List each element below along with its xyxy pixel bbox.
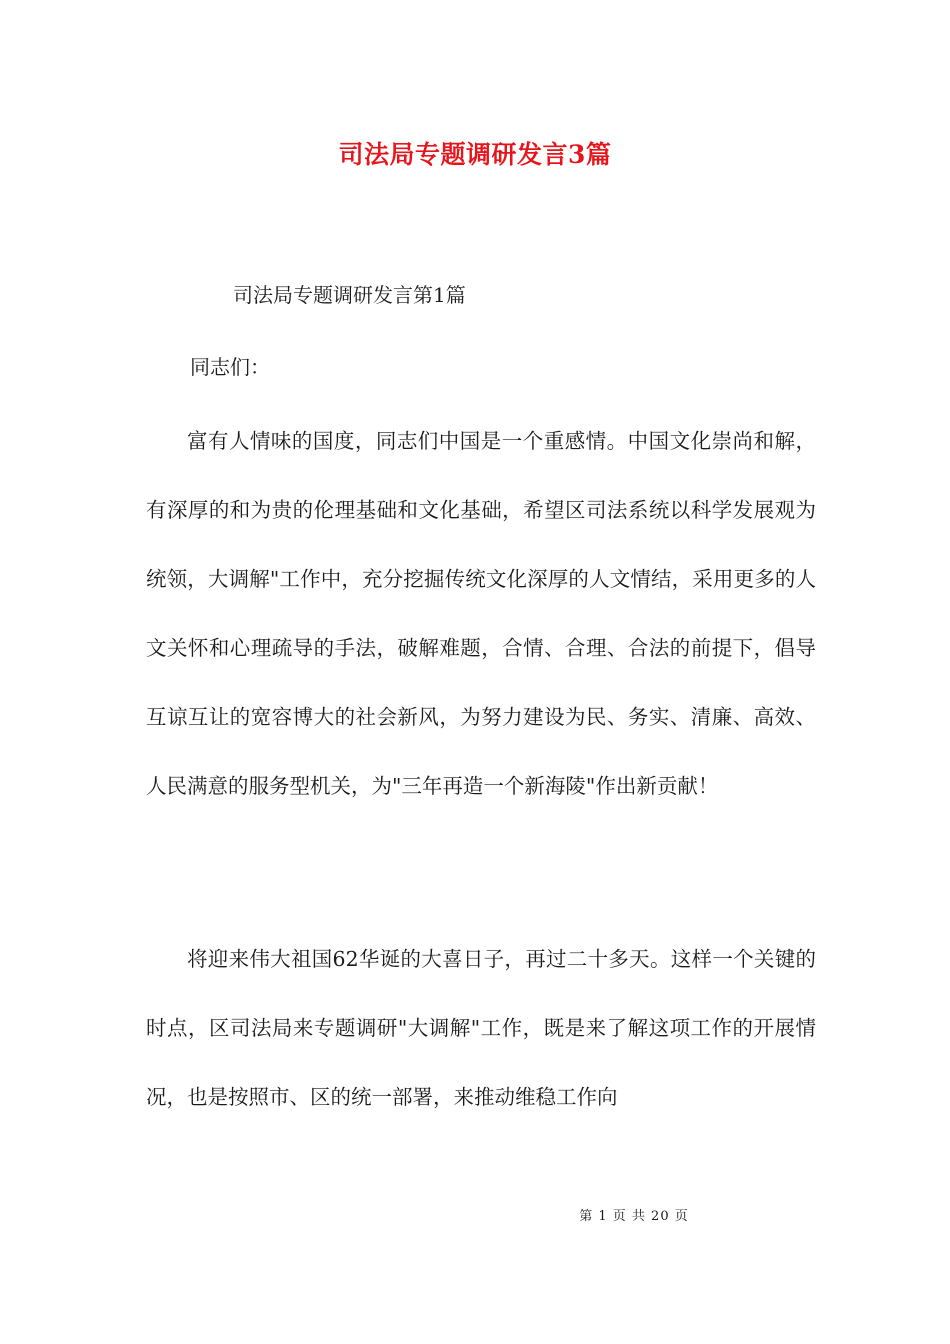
paragraph-1: 富有人情味的国度，同志们中国是一个重感情。中国文化崇尚和解，有深厚的和为贵的伦理基础和文化基础，希望区司法系统以科学发展观为统领，大调解"工作中，充分挖掘传统文化深厚的人文情结，采用更多的人文关怀和心理疏导的手法，破解难题，合情、合理、合法的前提下，倡导互谅互让的宽容博大的社会新风，为努力建设为民、务实、清廉、高效、人民满意的服务型机关，为"三年再造一个新海陵"作出新贡献！ [146, 429, 816, 798]
paragraph-2: 将迎来伟大祖国62华诞的大喜日子，再过二十多天。这样一个关键的时点，区司法局来专题调研"大调解"工作，既是来了解这项工作的开展情况，也是按照市、区的统一部署，来推动维稳工作向 [146, 947, 816, 1109]
page-footer [0, 1207, 950, 1227]
section-heading: 司法局专题调研发言第1篇 [233, 283, 466, 307]
document-title: 司法局专题调研发言3篇 [338, 140, 612, 169]
page-number: 第 1 页 共 20 页 [579, 1209, 689, 1224]
greeting: 同志们： [190, 355, 270, 379]
